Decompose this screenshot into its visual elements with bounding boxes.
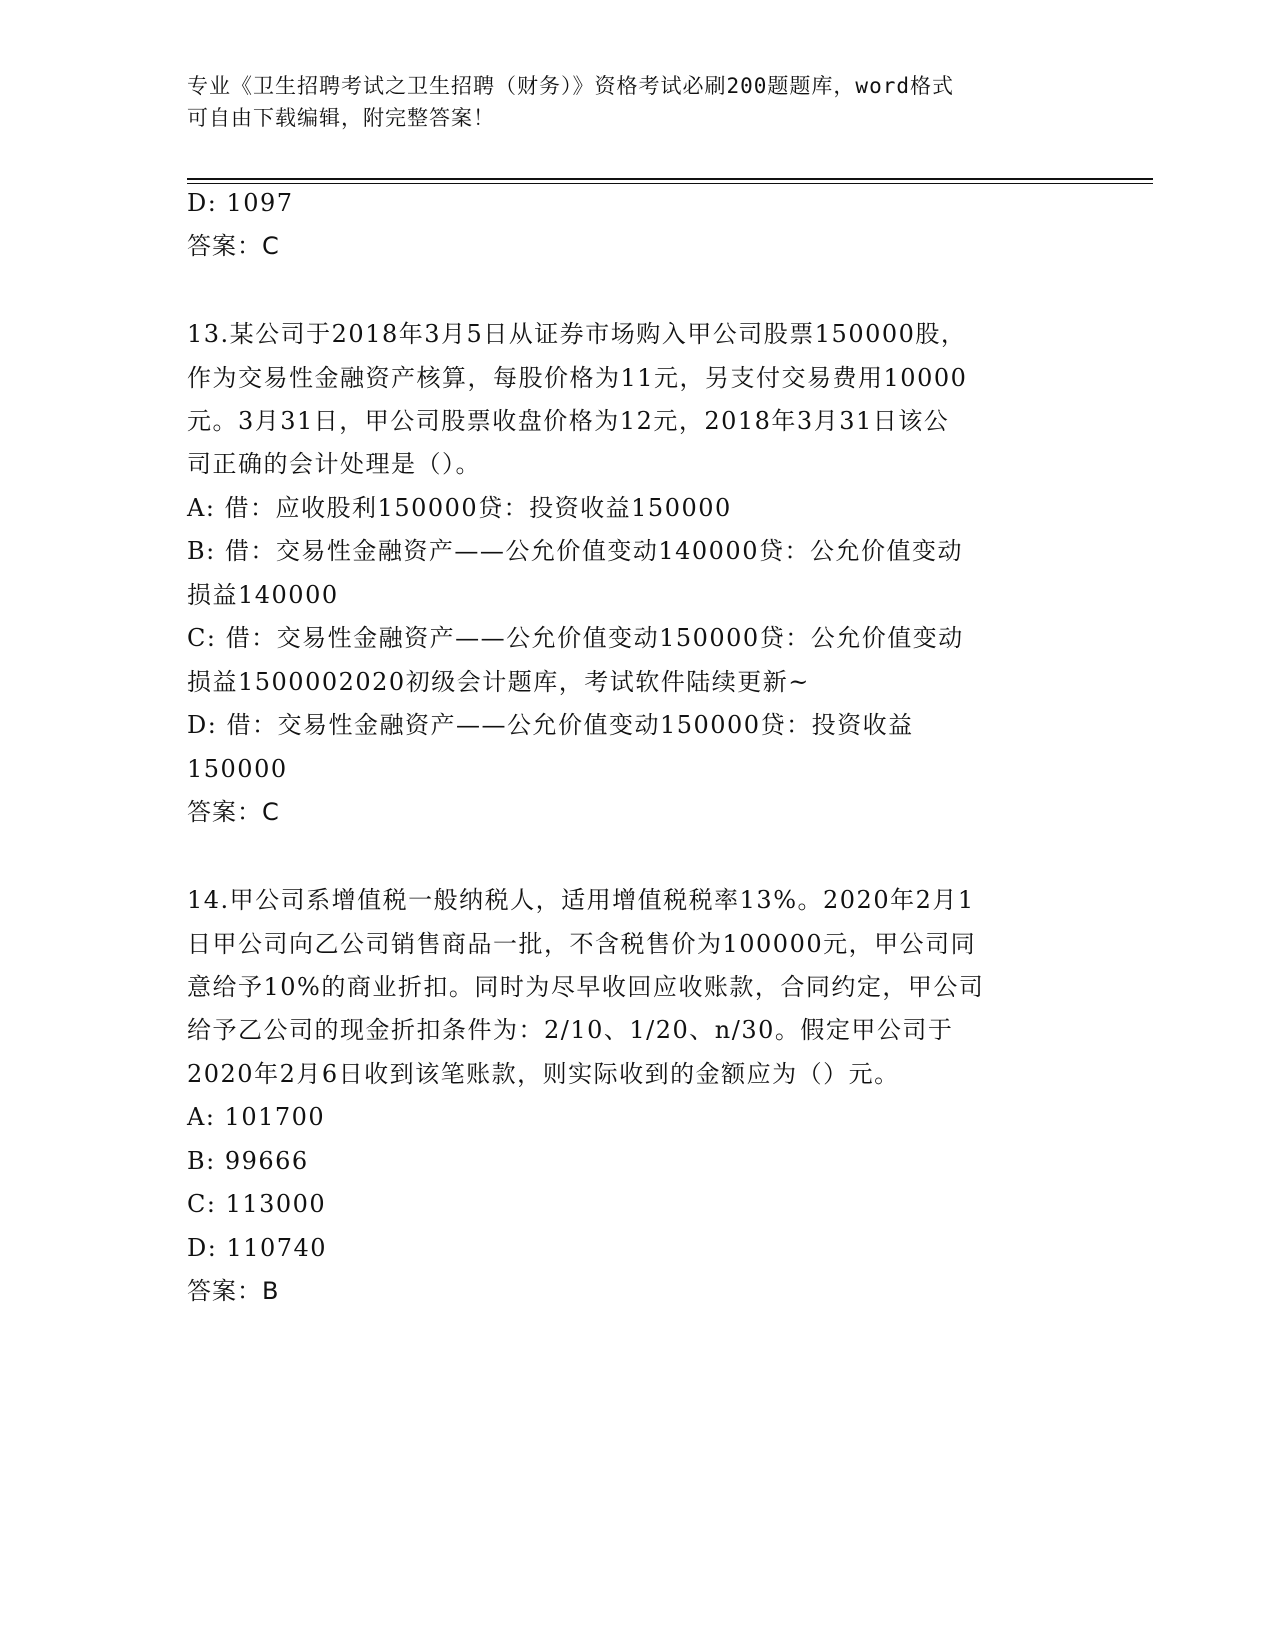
q14-answer: 答案：B [187,1277,280,1305]
q13-answer: 答案：C [187,798,280,826]
q14-option-a: A: 101700 [187,1103,326,1131]
q12-option-d: D: 1097 [187,189,294,217]
q13-option-c-line-1: C: 借：交易性金融资产——公允价值变动150000贷：公允价值变动 [187,624,964,652]
q14-stem-line-5: 2020年2月6日收到该笔账款，则实际收到的金额应为（）元。 [187,1060,900,1088]
q13-stem-line-4: 司正确的会计处理是（）。 [187,450,481,478]
q13-option-d-line-1: D: 借：交易性金融资产——公允价值变动150000贷：投资收益 [187,711,914,739]
page-header [187,70,1067,134]
q13-option-c-line-2: 损益1500002020初级会计题库，考试软件陆续更新~ [187,668,810,696]
q14-option-b: B: 99666 [187,1147,309,1175]
q14-option-c: C: 113000 [187,1190,327,1218]
q13-option-b-line-1: B: 借：交易性金融资产——公允价值变动140000贷：公允价值变动 [187,537,963,565]
header-line-2: 可自由下载编辑，附完整答案！ [187,106,495,130]
q14-stem-line-3: 意给予10%的商业折扣。同时为尽早收回应收账款，合同约定，甲公司 [187,973,985,1001]
header-line-1: 专业《卫生招聘考试之卫生招聘（财务）》资格考试必刷200题题库，word格式 [187,74,954,98]
q13-stem-line-3: 元。3月31日，甲公司股票收盘价格为12元，2018年3月31日该公 [187,407,950,435]
q13-option-d-line-2: 150000 [187,755,288,783]
q12-answer: 答案：C [187,232,280,260]
q14-stem-line-4: 给予乙公司的现金折扣条件为：2/10、1/20、n/30。假定甲公司于 [187,1016,954,1044]
q13-stem-line-2: 作为交易性金融资产核算，每股价格为11元，另支付交易费用10000 [187,364,968,392]
q13-stem-line-1: 13.某公司于2018年3月5日从证券市场购入甲公司股票150000股， [187,320,967,348]
header-divider-thick [187,178,1153,180]
q14-stem-line-1: 14.甲公司系增值税一般纳税人，适用增值税税率13%。2020年2月1 [187,886,975,914]
q14-stem-line-2: 日甲公司向乙公司销售商品一批，不含税售价为100000元，甲公司同 [187,930,977,958]
q14-option-d: D: 110740 [187,1234,328,1262]
q13-option-a: A: 借：应收股利150000贷：投资收益150000 [187,494,732,522]
q13-option-b-line-2: 损益140000 [187,581,339,609]
header-divider-thin [187,183,1153,184]
